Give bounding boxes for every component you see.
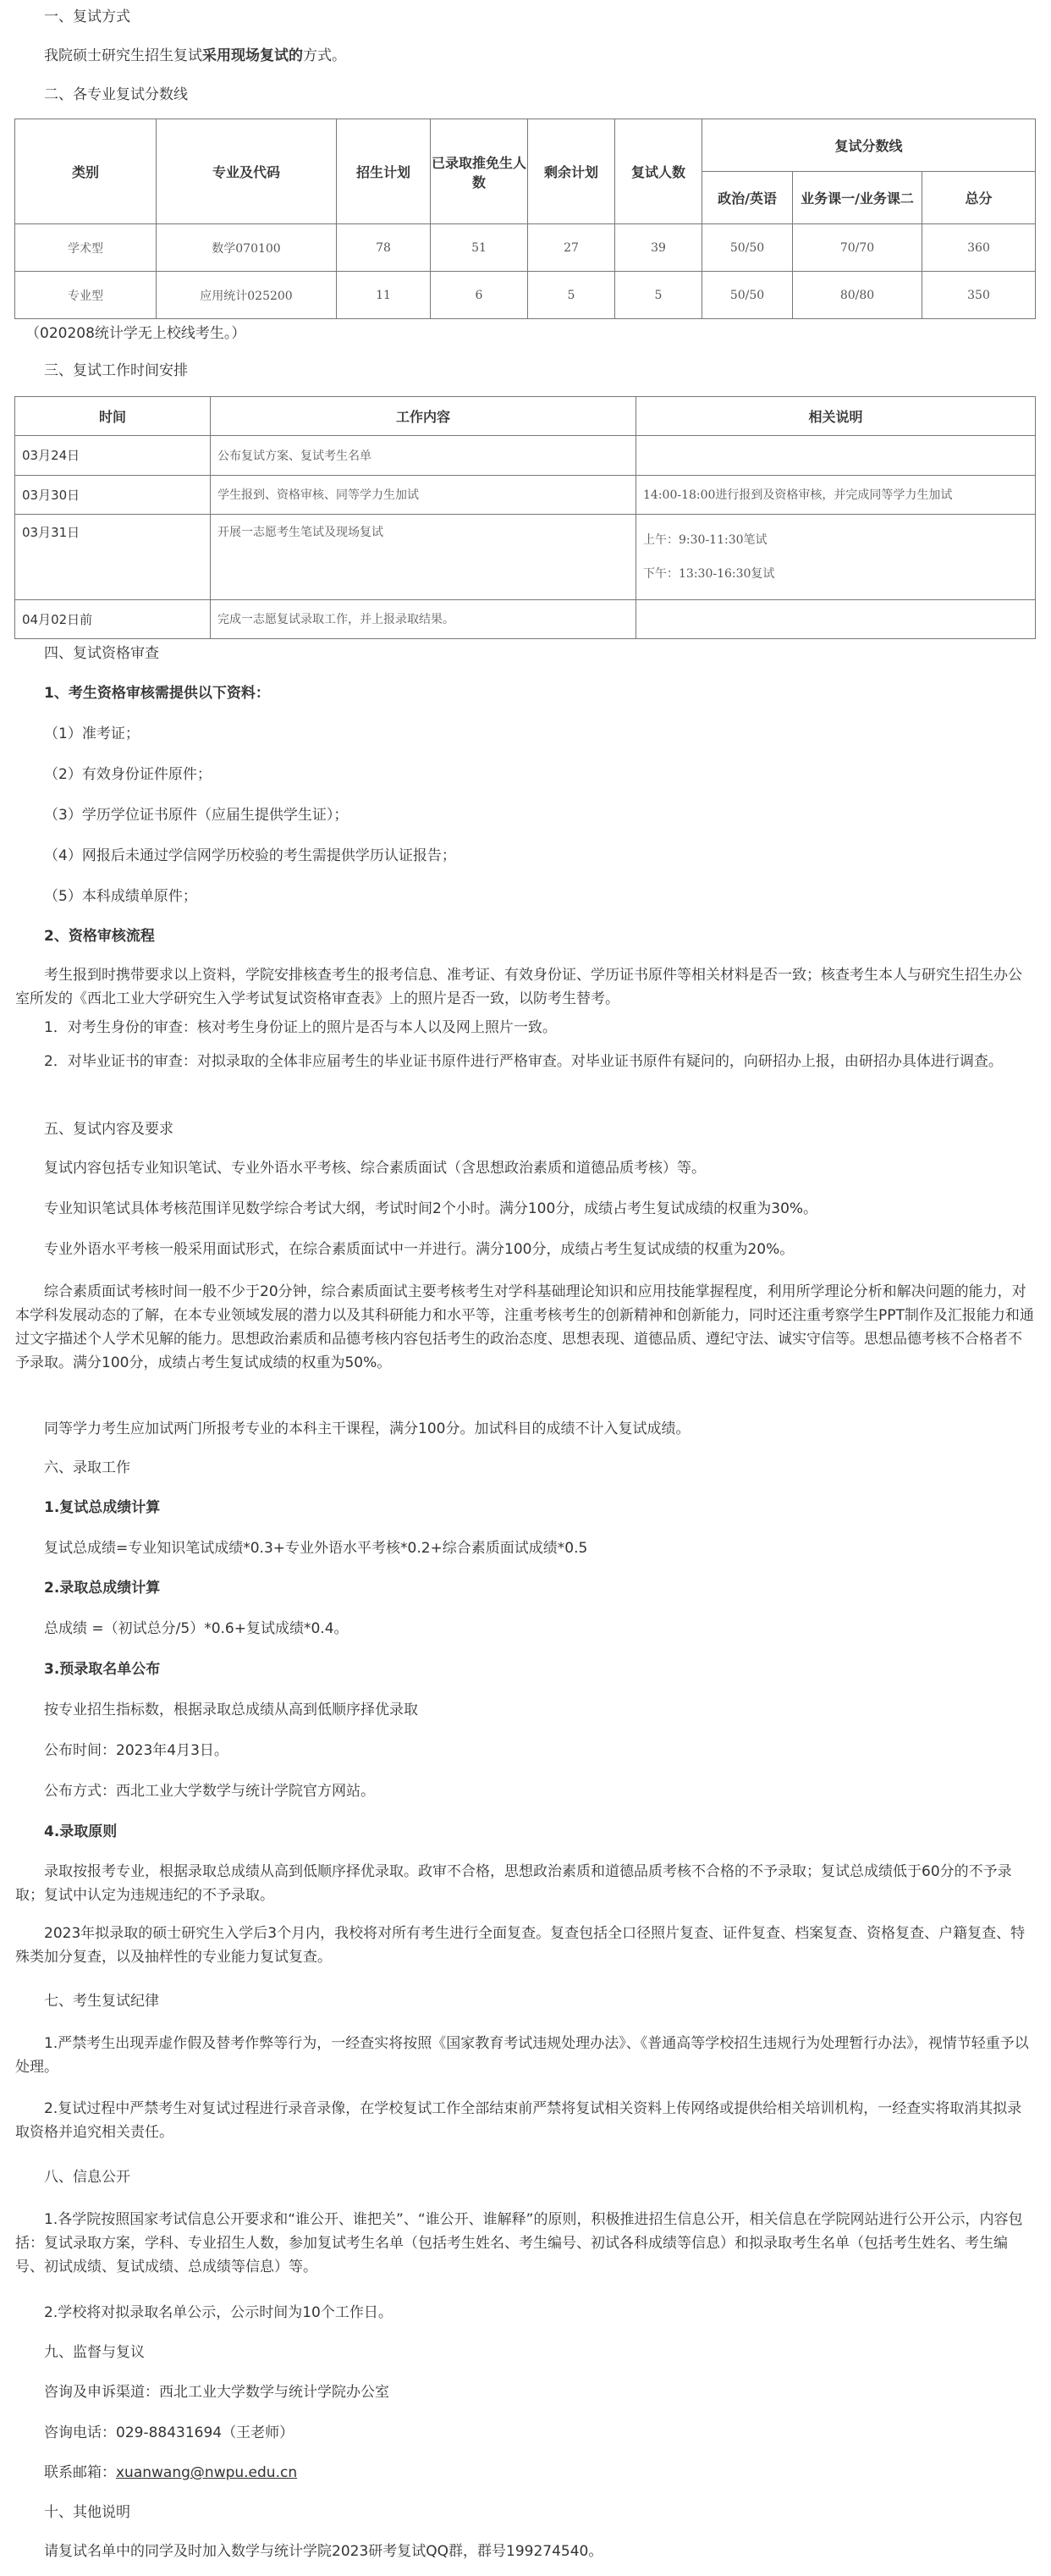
th-plan: 招生计划: [337, 119, 431, 224]
cell-remark: 14:00-18:00进行报到及资格审核，并完成同等学力生加试: [636, 475, 1036, 514]
cell-politics: 50/50: [702, 224, 793, 272]
th-major: 专业及代码: [157, 119, 337, 224]
section-4-paragraph: 考生报到时携带要求以上资料，学院安排核查考生的报考信息、准考证、有效身份证、学历证书原件等相关材料是否一致；核查考生本人与研究生招生办公室所发的《西北工业大学研究生入学考试复试资格审查表》上的照片是否一致，以防考生替考。: [15, 967, 1022, 1007]
schedule-table: [14, 396, 1036, 639]
th-politics: 政治/英语: [702, 172, 793, 224]
section-7-p1: 1.严禁考生出现弄虚作假及替考作弊等行为，一经查实将按照《国家教育考试违规处理办法》、《普通高等学校招生违规行为处理暂行办法》，视情节轻重予以处理。: [15, 2035, 1029, 2076]
section-1-text: [44, 44, 1036, 69]
cell-plan: 11: [337, 272, 431, 319]
table-row: [15, 514, 1036, 599]
table-row: [15, 599, 1036, 638]
table-header-row: [15, 119, 1036, 172]
th-score-group: 复试分数线: [702, 119, 1036, 172]
section-5-p4: 综合素质面试考核时间一般不少于20分钟，综合素质面试主要考核考生对学科基础理论知识和应用技能掌握程度，利用所学理论分析和解决问题的能力，对本学科发展动态的了解，在本专业领域发展的潜力以及其科研能力和水平等，注重考核考生的创新精神和创新能力，同时还注重考察学生PPT制作及汇报能力和通过文字描述个人学术见解的能力。思想政治素质和品德考核内容包括考生的政治态度、思想表现、道德品质、遵纪守法、诚实守信等。思想品德考核不合格者不予录取。满分100分，成绩占考生复试成绩的权重为50%。: [15, 1283, 1034, 1371]
section-6-h4: 4.录取原则: [44, 1823, 118, 1840]
cell-course: 70/70: [793, 224, 922, 272]
list-item: （3）学历学位证书原件（应届生提供学生证）；: [44, 807, 349, 824]
table-row: [15, 436, 1036, 475]
th-content: 工作内容: [211, 397, 636, 436]
cell-time: 03月24日: [15, 436, 211, 475]
section-6-p2: 2023年拟录取的硕士研究生入学后3个月内，我校将对所有考生进行全面复查。复查包括全口径照片复查、证件复查、档案复查、资格复查、户籍复查、特殊类加分复查，以及抽样性的专业能力复试复查。: [15, 1925, 1026, 1966]
email-link[interactable]: xuanwang@nwpu.edu.cn: [116, 2464, 298, 2481]
section-8-p2: 2.学校将对拟录取名单公示，公示时间为10个工作日。: [44, 2304, 393, 2321]
th-admitted: 已录取推免生人数: [431, 119, 528, 224]
list-item: （2）有效身份证件原件；: [44, 766, 212, 783]
section-4-sub1: 1、考生资格审核需提供以下资料：: [44, 685, 270, 702]
section-4-check1: 1．对考生身份的审查：核对考生身份证上的照片是否与本人以及网上照片一致。: [44, 1019, 557, 1036]
table-row: [15, 224, 1036, 272]
section-6-title: 六、录取工作: [44, 1459, 130, 1476]
section-6-t3: 公布方式：西北工业大学数学与统计学院官方网站。: [44, 1783, 375, 1800]
section-6-formula2: 总成绩 =（初试总分/5）*0.6+复试成绩*0.4。: [44, 1620, 349, 1637]
section-4-sub2: 2、资格审核流程: [44, 928, 155, 945]
remark-morning: 上午：9:30-11:30笔试: [643, 532, 768, 547]
section-1-title: 一、复试方式: [44, 8, 130, 25]
section-9-l2: 咨询电话：029-88431694（王老师）: [44, 2424, 294, 2441]
cell-content: 公布复试方案、复试考生名单: [211, 436, 636, 475]
cell-remark: [636, 436, 1036, 475]
cell-remaining: 5: [528, 272, 615, 319]
section-6-formula1: 复试总成绩=专业知识笔试成绩*0.3+专业外语水平考核*0.2+综合素质面试成绩*0.5: [44, 1540, 588, 1557]
section-5-p2: 专业知识笔试具体考核范围详见数学综合考试大纲，考试时间2个小时。满分100分，成绩占考生复试成绩的权重为30%。: [44, 1200, 818, 1217]
section-4-title: 四、复试资格审查: [44, 645, 159, 662]
section-2-note: （020208统计学无上校线考生。）: [25, 325, 246, 342]
section-6-h3: 3.预录取名单公布: [44, 1661, 161, 1678]
cell-time: 04月02日前: [15, 599, 211, 638]
cell-interview: 5: [615, 272, 702, 319]
s1-text-after: 方式。: [303, 47, 346, 64]
section-6-t2: 公布时间：2023年4月3日。: [44, 1742, 228, 1759]
cell-time: 03月30日: [15, 475, 211, 514]
cell-type: 专业型: [15, 272, 157, 319]
list-item: （4）网报后未通过学信网学历校验的考生需提供学历认证报告；: [44, 847, 456, 864]
section-7-title: 七、考生复试纪律: [44, 1993, 159, 2010]
section-5-p3: 专业外语水平考核一般采用面试形式，在综合素质面试中一并进行。满分100分，成绩占考生复试成绩的权重为20%。: [44, 1241, 795, 1258]
section-9-l3: [44, 2461, 1036, 2485]
section-9-l1: 咨询及申诉渠道：西北工业大学数学与统计学院办公室: [44, 2384, 389, 2401]
email-label: 联系邮箱：: [44, 2464, 116, 2481]
cell-time: 03月31日: [15, 514, 211, 599]
cell-admitted: 51: [431, 224, 528, 272]
score-line-table: [14, 119, 1036, 319]
table-header-row: [15, 397, 1036, 436]
section-5-p5: 同等学力考生应加试两门所报考专业的本科主干课程，满分100分。加试科目的成绩不计入复试成绩。: [44, 1420, 691, 1437]
th-time: 时间: [15, 397, 211, 436]
section-8-title: 八、信息公开: [44, 2169, 130, 2186]
section-4-check2: 2．对毕业证书的审查：对拟录取的全体非应届考生的毕业证书原件进行严格审查。对毕业证书原件有疑问的，向研招办上报，由研招办具体进行调查。: [44, 1053, 1003, 1070]
cell-total: 350: [922, 272, 1036, 319]
s1-text-bold: 采用现场复试的: [202, 47, 303, 64]
th-remark: 相关说明: [636, 397, 1036, 436]
th-type: 类别: [15, 119, 157, 224]
th-total: 总分: [922, 172, 1036, 224]
th-interview: 复试人数: [615, 119, 702, 224]
cell-remark: [636, 514, 1036, 599]
cell-major: 应用统计025200: [157, 272, 337, 319]
cell-course: 80/80: [793, 272, 922, 319]
section-7-p2: 2.复试过程中严禁考生对复试过程进行录音录像，在学校复试工作全部结束前严禁将复试相关资料上传网络或提供给相关培训机构，一经查实将取消其拟录取资格并追究相关责任。: [15, 2100, 1022, 2141]
section-5-p1: 复试内容包括专业知识笔试、专业外语水平考核、综合素质面试（含思想政治素质和道德品质考核）等。: [44, 1160, 706, 1177]
section-5-title: 五、复试内容及要求: [44, 1121, 173, 1138]
section-6-h2: 2.录取总成绩计算: [44, 1580, 161, 1597]
th-remaining: 剩余计划: [528, 119, 615, 224]
section-6-t1: 按专业招生指标数，根据录取总成绩从高到低顺序择优录取: [44, 1702, 418, 1718]
cell-content: 完成一志愿复试录取工作，并上报录取结果。: [211, 599, 636, 638]
section-6-h1: 1.复试总成绩计算: [44, 1499, 161, 1516]
cell-content: 学生报到、资格审核、同等学力生加试: [211, 475, 636, 514]
th-course: 业务课一/业务课二: [793, 172, 922, 224]
section-10-title: 十、其他说明: [44, 2504, 130, 2521]
section-6-p1: 录取按报考专业，根据录取总成绩从高到低顺序择优录取。政审不合格，思想政治素质和道德品质考核不合格的不予录取；复试总成绩低于60分的不予录取；复试中认定为违规违纪的不予录取。: [15, 1863, 1012, 1904]
section-9-title: 九、监督与复议: [44, 2344, 145, 2361]
section-3-title: 三、复试工作时间安排: [44, 362, 188, 379]
cell-total: 360: [922, 224, 1036, 272]
s1-text-before: 我院硕士研究生招生复试: [44, 47, 202, 64]
section-8-p1: 1.各学院按照国家考试信息公开要求和“谁公开、谁把关”、“谁公开、谁解释”的原则，积极推进招生信息公开，相关信息在学院网站进行公开公示，内容包括：复试录取方案，学科、专业招生人数，参加复试考生名单（包括考生姓名、考生编号、初试各科成绩等信息）和拟录取考生名单（包括考生姓名、考生编号、初试成绩、复试成绩、总成绩等信息）等。: [15, 2211, 1023, 2275]
cell-remark: [636, 599, 1036, 638]
cell-major: 数学070100: [157, 224, 337, 272]
cell-politics: 50/50: [702, 272, 793, 319]
table-row: [15, 475, 1036, 514]
list-item: （5）本科成绩单原件；: [44, 888, 197, 905]
table-row: [15, 272, 1036, 319]
section-2-title: 二、各专业复试分数线: [44, 86, 188, 103]
section-10-p1: 请复试名单中的同学及时加入数学与统计学院2023研考复试QQ群，群号199274540。: [44, 2543, 603, 2560]
cell-plan: 78: [337, 224, 431, 272]
remark-afternoon: 下午：13:30-16:30复试: [643, 566, 775, 581]
cell-content: 开展一志愿考生笔试及现场复试: [211, 514, 636, 599]
list-item: （1）准考证；: [44, 725, 140, 742]
cell-remaining: 27: [528, 224, 615, 272]
cell-type: 学术型: [15, 224, 157, 272]
cell-admitted: 6: [431, 272, 528, 319]
cell-interview: 39: [615, 224, 702, 272]
